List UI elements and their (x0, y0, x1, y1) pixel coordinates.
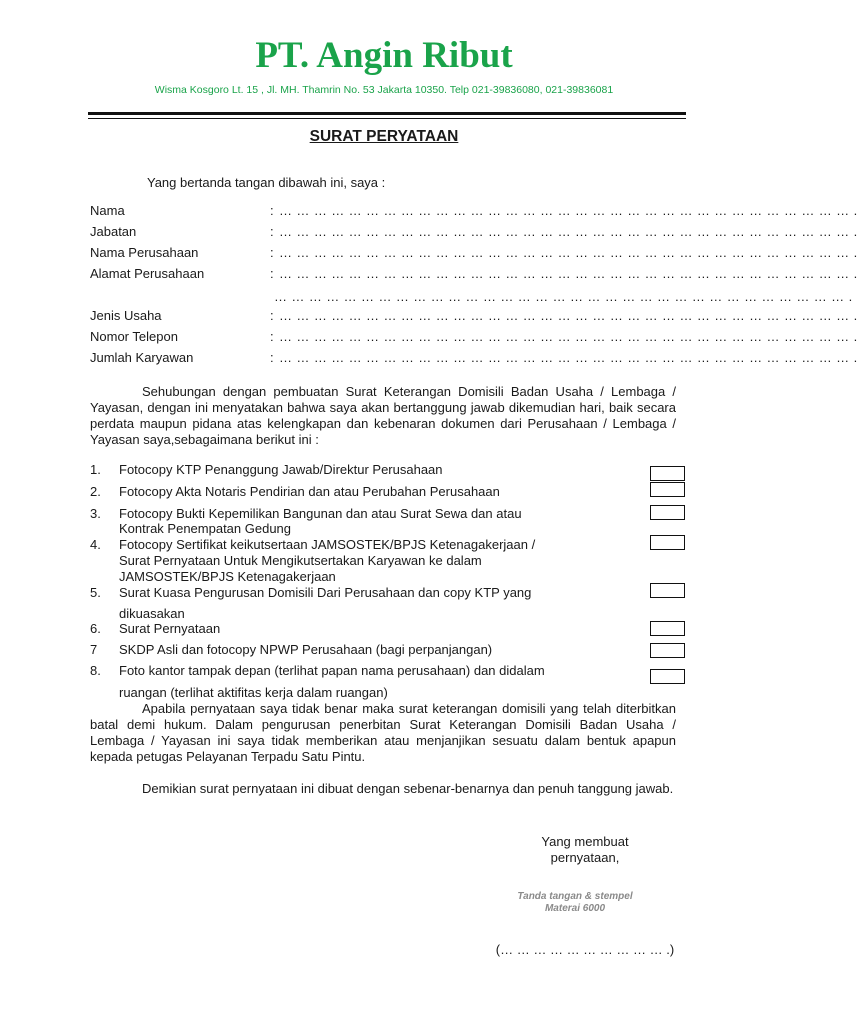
field-label-nama-perusahaan: Nama Perusahaan (90, 245, 199, 260)
field-dots-nama-perusahaan: … … … … … … … … … … … … … … … … … … … … … … … … … … … … … … … … … . (279, 245, 858, 260)
signature-heading: Yang membuat (541, 834, 629, 849)
item-number: 4. (90, 537, 101, 552)
materai-note: Materai 6000 (544, 903, 606, 914)
document-title: SURAT PERYATAAN (309, 128, 459, 145)
item-number: 3. (90, 506, 101, 521)
field-label-nama: Nama (90, 203, 125, 218)
intro-text: Yang bertanda tangan dibawah ini, saya : (147, 175, 386, 190)
field-colon: : (270, 224, 274, 239)
item-checkbox[interactable] (650, 669, 685, 684)
signer-name-placeholder: (… … … … … … … … … … .) (495, 942, 675, 957)
field-colon: : (270, 266, 274, 281)
field-colon: : (270, 350, 274, 365)
item-text: Fotocopy Akta Notaris Pendirian dan atau Perubahan Perusahaan (119, 484, 500, 499)
item-checkbox[interactable] (650, 643, 685, 658)
item-number: 7 (90, 642, 98, 657)
field-label-jumlah-karyawan: Jumlah Karyawan (90, 350, 194, 365)
item-number: 8. (90, 663, 101, 678)
item-text: ruangan (terlihat aktifitas kerja dalam ruangan) (119, 685, 388, 700)
item-text: Surat Kuasa Pengurusan Domisili Dari Perusahaan dan copy KTP yang (119, 585, 532, 600)
item-checkbox[interactable] (650, 482, 685, 497)
item-text: JAMSOSTEK/BPJS Ketenagakerjaan (119, 569, 336, 584)
field-label-alamat-perusahaan: Alamat Perusahaan (90, 266, 205, 281)
field-dots-jabatan: … … … … … … … … … … … … … … … … … … … … … … … … … … … … … … … … … . (279, 224, 858, 239)
item-text: Fotocopy Sertifikat keikutsertaan JAMSOSTEK/BPJS Ketenagakerjaan / (119, 537, 536, 552)
field-dots-nomor-telepon: … … … … … … … … … … … … … … … … … … … … … … … … … … … … … … … … … . (279, 329, 858, 344)
closing-paragraph: Demikian surat pernyataan ini dibuat dengan sebenar-benarnya dan penuh tanggung jawab. (142, 781, 674, 796)
company-address: Wisma Kosgoro Lt. 15 , Jl. MH. Thamrin No. 53 Jakarta 10350. Telp 021-39836080, 021-39836081 (154, 84, 614, 96)
field-dots-nama: … … … … … … … … … … … … … … … … … … … … … … … … … … … … … … … … … . (279, 203, 858, 218)
field-colon: : (270, 245, 274, 260)
item-number: 1. (90, 462, 101, 477)
item-checkbox[interactable] (650, 466, 685, 481)
field-colon: : (270, 308, 274, 323)
validity-paragraph: Apabila pernyataan saya tidak benar maka surat keterangan domisili yang telah diterbitkan batal demi hukum. Dalam pengurusan penerbitan Surat Keterangan Domisili Badan Usaha / Lembaga / Yayasan ini saya tidak memberikan atau menjanjikan sesuatu dalam bentuk apapun kepada petugas Pelayanan Terpadu Satu Pintu. (90, 701, 676, 764)
stamp-note: Tanda tangan & stempel (517, 891, 633, 902)
field-colon: : (270, 329, 274, 344)
company-name: PT. Angin Ribut (255, 35, 513, 76)
header-divider-thin (88, 118, 686, 119)
field-label-jenis-usaha: Jenis Usaha (90, 308, 162, 323)
item-text: Surat Pernyataan (119, 621, 221, 636)
header-divider-thick (88, 112, 686, 115)
field-dots-alamat-perusahaan: … … … … … … … … … … … … … … … … … … … … … … … … … … … … … … … … … . (279, 266, 858, 281)
field-label-nomor-telepon: Nomor Telepon (90, 329, 178, 344)
item-text: Surat Pernyataan Untuk Mengikutsertakan Karyawan ke dalam (119, 553, 482, 568)
item-text: Kontrak Penempatan Gedung (119, 521, 292, 536)
field-colon: : (270, 203, 274, 218)
statement-paragraph: Sehubungan dengan pembuatan Surat Keterangan Domisili Badan Usaha / Lembaga / Yayasan, dengan ini menyatakan bahwa saya akan bertanggung jawab dikemudian hari, baik secara perdata maupun pidana atas kelengkapan dan kebenaran dokumen dari Perusahaan / Lembaga / Yayasan saya,sebagaimana berikut ini : (90, 384, 676, 447)
field-dots-jumlah-karyawan: … … … … … … … … … … … … … … … … … … … … … … … … … … … … … … … … … . (279, 350, 858, 365)
item-checkbox[interactable] (650, 535, 685, 550)
item-checkbox[interactable] (650, 505, 685, 520)
item-checkbox[interactable] (650, 621, 685, 636)
item-text: Fotocopy Bukti Kepemilikan Bangunan dan atau Surat Sewa dan atau (119, 506, 522, 521)
item-text: SKDP Asli dan fotocopy NPWP Perusahaan (bagi perpanjangan) (119, 642, 493, 657)
item-text: Foto kantor tampak depan (terlihat papan nama perusahaan) dan didalam (119, 663, 545, 678)
item-text: Fotocopy KTP Penanggung Jawab/Direktur Perusahaan (119, 462, 443, 477)
field-label-jabatan: Jabatan (90, 224, 137, 239)
item-number: 2. (90, 484, 101, 499)
signature-subheading: pernyataan, (550, 850, 620, 865)
item-checkbox[interactable] (650, 583, 685, 598)
field-dots-alamat-continuation: … … … … … … … … … … … … … … … … … … … … … … … … … … … … … … … … … . (274, 289, 853, 304)
field-dots-jenis-usaha: … … … … … … … … … … … … … … … … … … … … … … … … … … … … … … … … … . (279, 308, 858, 323)
item-text: dikuasakan (119, 606, 185, 621)
item-number: 5. (90, 585, 101, 600)
item-number: 6. (90, 621, 101, 636)
